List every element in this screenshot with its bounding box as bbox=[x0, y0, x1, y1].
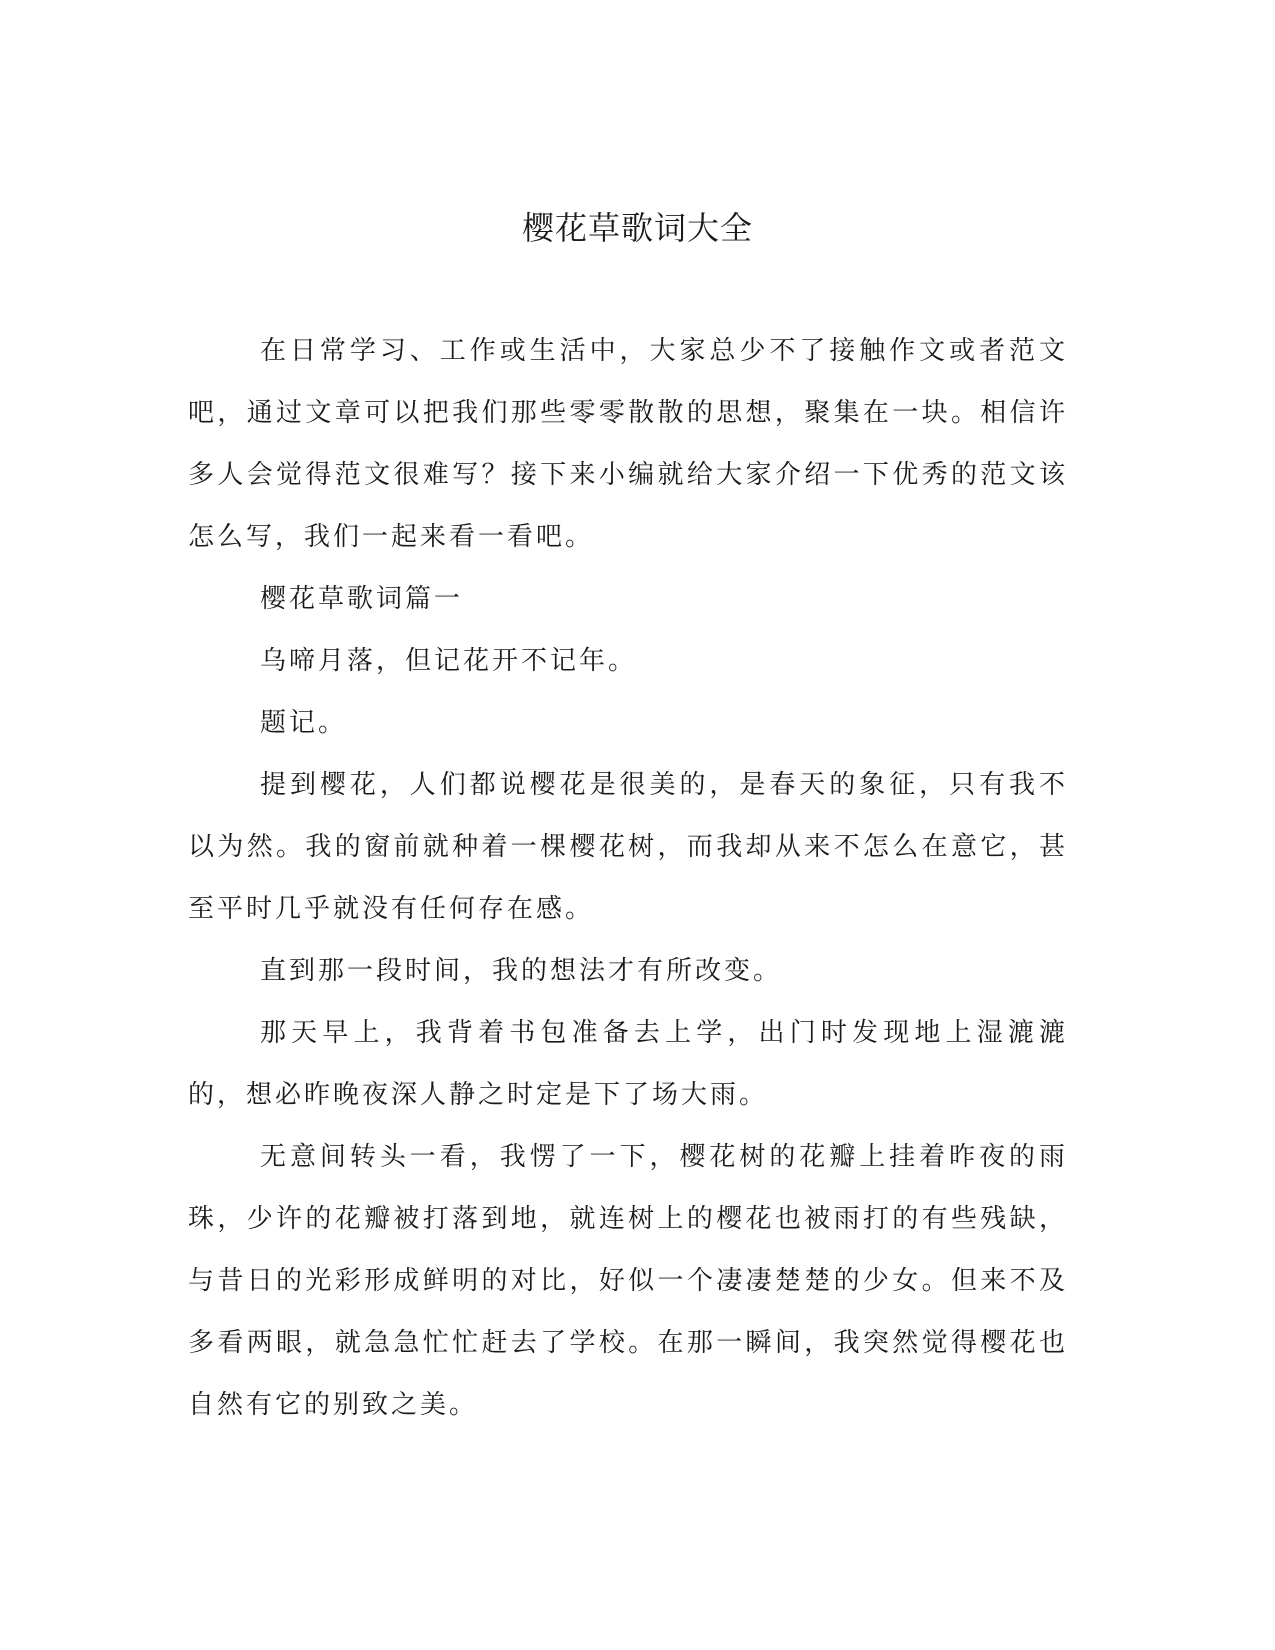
paragraph-body: 那天早上，我背着书包准备去上学，出门时发现地上湿漉漉的，想必昨晚夜深人静之时定是下了场大雨。 bbox=[188, 1018, 1068, 1110]
paragraph-body: 无意间转头一看，我愣了一下，樱花树的花瓣上挂着昨夜的雨珠，少许的花瓣被打落到地，就连树上的樱花也被雨打的有些残缺，与昔日的光彩形成鲜明的对比，好似一个凄凄楚楚的少女。但来不及多看两眼，就急急忙忙赶去了学校。在那一瞬间，我突然觉得樱花也自然有它的别致之美。 bbox=[188, 1142, 1068, 1420]
paragraph-body: 提到樱花，人们都说樱花是很美的，是春天的象征，只有我不以为然。我的窗前就种着一棵樱花树，而我却从来不怎么在意它，甚至平时几乎就没有任何存在感。 bbox=[188, 770, 1068, 924]
section-heading: 樱花草歌词篇一 bbox=[260, 584, 464, 614]
paragraph-body: 直到那一段时间，我的想法才有所改变。 bbox=[260, 956, 783, 986]
document-body bbox=[188, 320, 1068, 1436]
paragraph-epigraph: 乌啼月落，但记花开不记年。 bbox=[260, 646, 638, 676]
page-title: 樱花草歌词大全 bbox=[521, 209, 753, 247]
paragraph-epigraph-note: 题记。 bbox=[260, 708, 348, 738]
paragraph-intro: 在日常学习、工作或生活中，大家总少不了接触作文或者范文吧，通过文章可以把我们那些零零散散的思想，聚集在一块。相信许多人会觉得范文很难写？接下来小编就给大家介绍一下优秀的范文该怎么写，我们一起来看一看吧。 bbox=[188, 336, 1068, 552]
